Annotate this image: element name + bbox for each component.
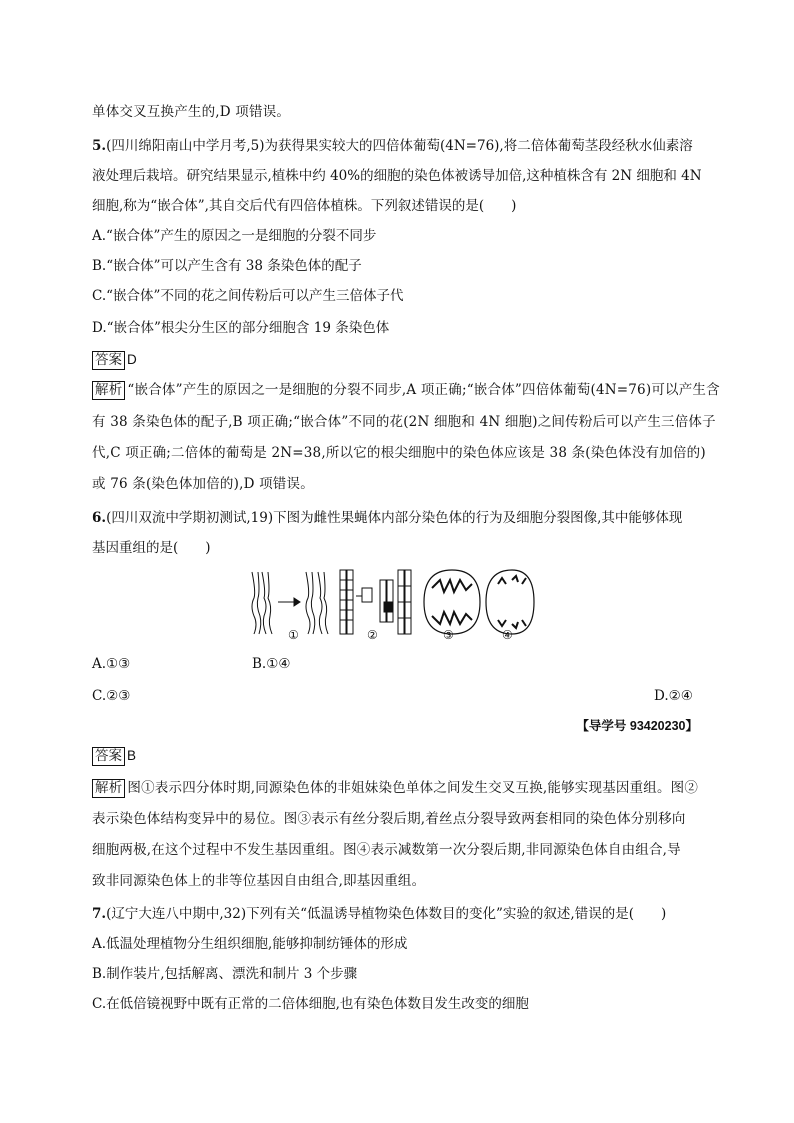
figure-4-meiosis-anaphase — [486, 570, 534, 634]
question-6-analysis-2: 表示染色体结构变异中的易位。图③表示有丝分裂后期,着丝点分裂导致两套相同的染色体分别移向 — [92, 811, 686, 827]
question-5-answer-value: D — [127, 352, 137, 367]
question-5-option-d: D.“嵌合体”根尖分生区的部分细胞含 19 条染色体 — [92, 320, 390, 336]
question-7-stem — [92, 904, 666, 924]
question-5-number: 5. — [92, 138, 107, 154]
question-6-text-1: (四川双流中学期初测试,19)下图为雌性果蝇体内部分染色体的行为及细胞分裂图像,其中能够体现 — [106, 510, 683, 526]
figure-label-2: ② — [367, 628, 378, 642]
question-5-analysis-1 — [92, 380, 720, 400]
question-7-option-a: A.低温处理植物分生组织细胞,能够抑制纺锤体的形成 — [92, 936, 408, 952]
figure-label-1: ① — [288, 628, 299, 642]
question-5-option-c: C.“嵌合体”不同的花之间传粉后可以产生三倍体子代 — [92, 288, 404, 304]
question-6-option-b: B.①④ — [252, 656, 291, 672]
question-6-analysis-3: 细胞两极,在这个过程中不发生基因重组。图④表示减数第一次分裂后期,非同源染色体自由组合,导 — [92, 842, 681, 858]
question-6-stem-1 — [92, 508, 682, 528]
question-5-analysis-4: 或 76 条(染色体加倍的),D 项错误。 — [92, 476, 314, 492]
question-6-answer-value: B — [127, 748, 137, 763]
question-5-option-a: A.“嵌合体”产生的原因之一是细胞的分裂不同步 — [92, 228, 377, 244]
answer-tag: 答案 — [92, 351, 125, 370]
question-5-analysis-2: 有 38 条染色体的配子,B 项正确;“嵌合体”不同的花(2N 细胞和 4N 细胞)之间传粉后可以产生三倍体子 — [92, 414, 716, 430]
question-5-analysis-3: 代,C 项正确;二倍体的葡萄是 2N=38,所以它的根尖细胞中的染色体应该是 38 条(染色体没有加倍的) — [92, 445, 706, 461]
question-5-stem-1 — [92, 136, 693, 156]
question-6-analysis-1 — [92, 778, 698, 798]
figure-label-4: ④ — [502, 628, 513, 642]
question-6-stem-2: 基因重组的是( ) — [92, 540, 211, 556]
figure-3-mitosis-anaphase — [424, 570, 480, 634]
question-5-option-b: B.“嵌合体”可以产生含有 38 条染色体的配子 — [92, 258, 362, 274]
question-6-option-d: D.②④ — [654, 688, 693, 704]
question-7-option-b: B.制作装片,包括解离、漂洗和制片 3 个步骤 — [92, 966, 358, 982]
question-5-answer — [92, 350, 137, 370]
question-7-number: 7. — [92, 906, 107, 922]
prev-explanation-tail: 单体交叉互换产生的,D 项错误。 — [92, 104, 291, 120]
analysis-tag: 解析 — [92, 381, 125, 400]
question-5-stem-3: 细胞,称为“嵌合体”,其自交后代有四倍体植株。下列叙述错误的是( ) — [92, 198, 517, 214]
question-5-stem-2: 液处理后栽培。研究结果显示,植株中约 40%的细胞的染色体被诱导加倍,这种植株含有 2N 细胞和 4N — [92, 168, 702, 184]
question-7-option-c: C.在低倍镜视野中既有正常的二倍体细胞,也有染色体数目发生改变的细胞 — [92, 996, 529, 1012]
question-6-option-c: C.②③ — [92, 688, 131, 704]
question-5-text-1: (四川绵阳南山中学月考,5)为获得果实较大的四倍体葡萄(4N=76),将二倍体葡萄茎段经秋水仙素溶 — [106, 138, 693, 154]
question-6-answer — [92, 746, 136, 766]
question-6-analysis-4: 致非同源染色体上的非等位基因自由组合,即基因重组。 — [92, 873, 426, 889]
question-6-option-a: A.①③ — [92, 656, 131, 672]
question-6-number: 6. — [92, 510, 107, 526]
question-6-analysis-text-1: 图①表示四分体时期,同源染色体的非姐妹染色单体之间发生交叉互换,能够实现基因重组。图② — [127, 780, 699, 796]
analysis-tag-2: 解析 — [92, 779, 125, 798]
question-7-text: (辽宁大连八中期中,32)下列有关“低温诱导植物染色体数目的变化”实验的叙述,错误的是( ) — [106, 906, 667, 922]
question-5-analysis-text-1: “嵌合体”产生的原因之一是细胞的分裂不同步,A 项正确;“嵌合体”四倍体葡萄(4N=76)可以产生含 — [127, 382, 720, 398]
figure-label-3: ③ — [443, 628, 454, 642]
answer-tag-2: 答案 — [92, 747, 125, 766]
figure-1-tetrad-crossover — [252, 572, 328, 634]
guide-number: 【导学号 93420230】 — [576, 719, 698, 733]
figure-2-translocation — [340, 570, 411, 634]
